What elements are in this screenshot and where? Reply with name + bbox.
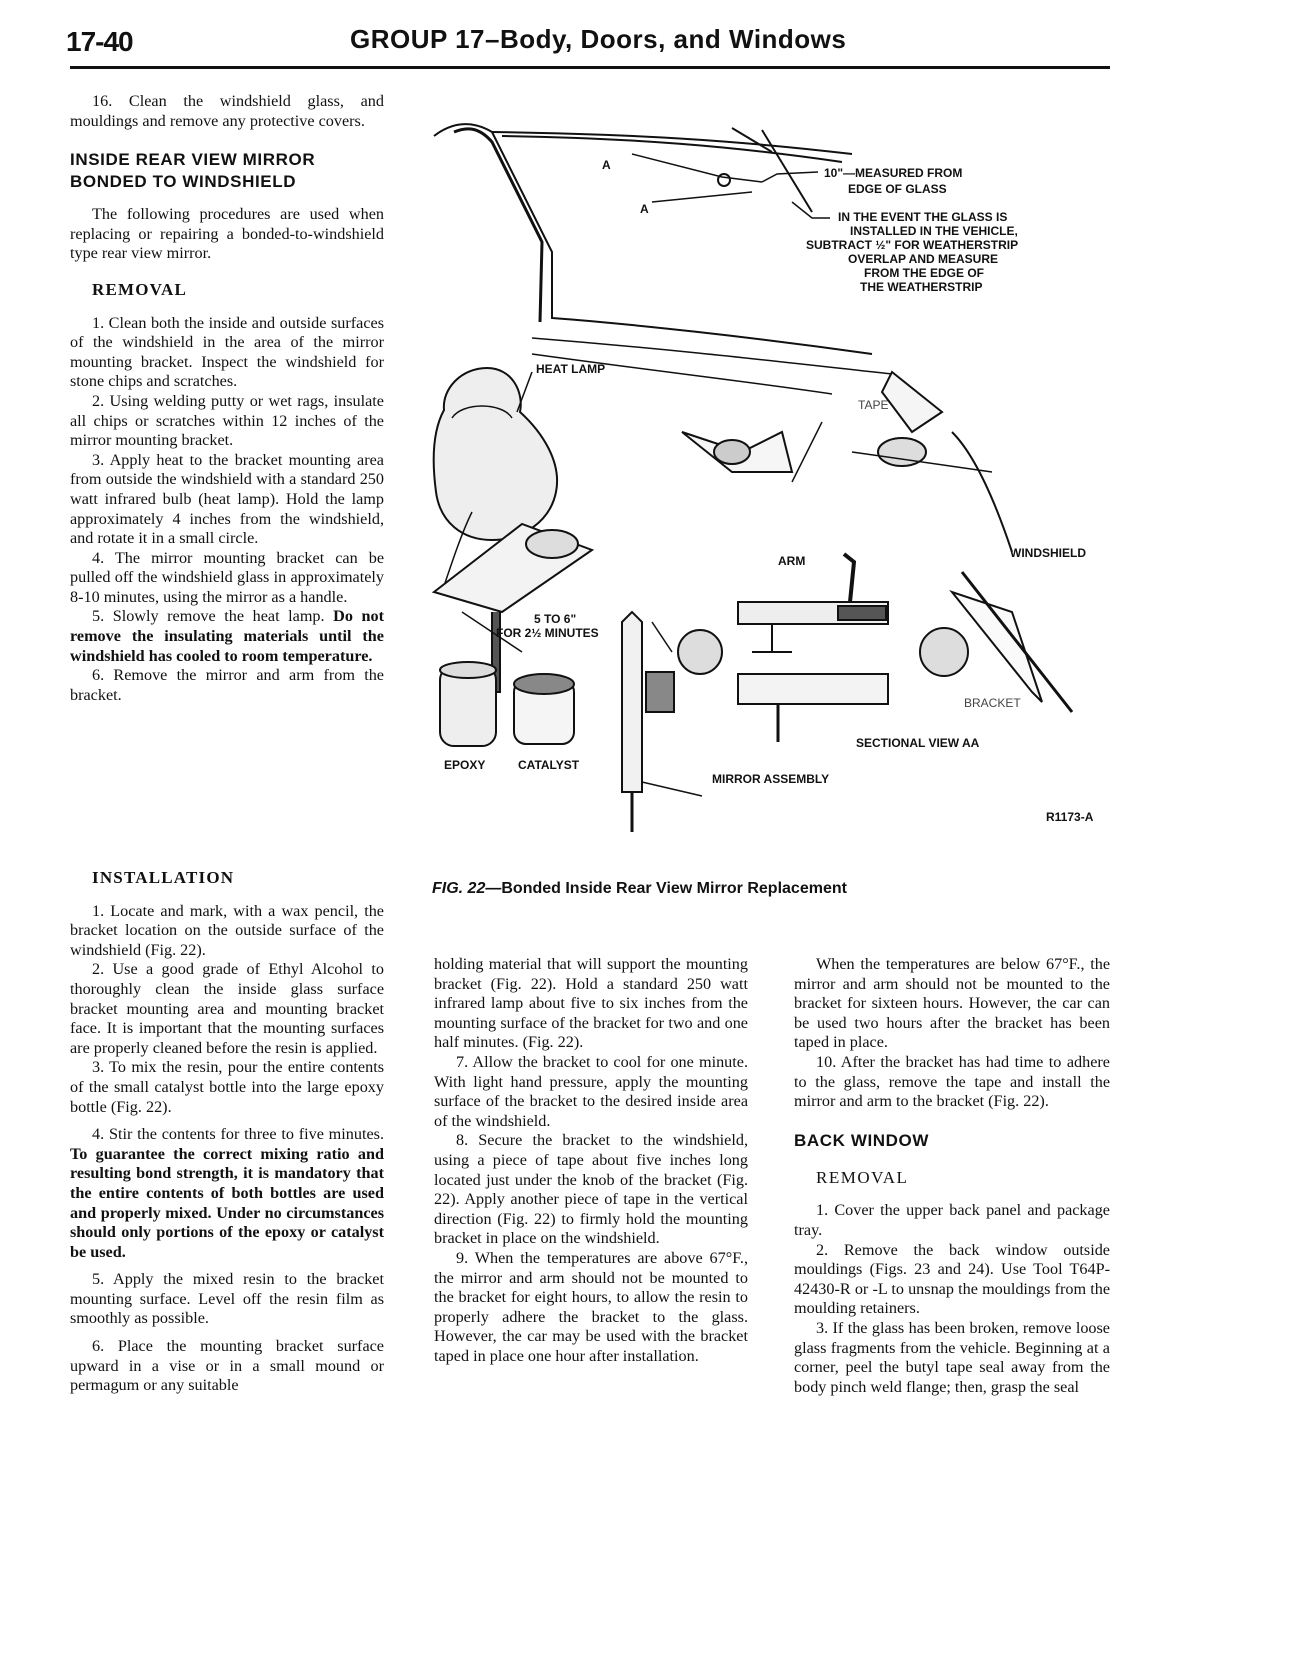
weatherstrip-note-2: INSTALLED IN THE VEHICLE, bbox=[850, 224, 1018, 238]
removal-heading: REMOVAL bbox=[92, 279, 187, 299]
figure-22 bbox=[432, 92, 1112, 872]
back-step-2: 2. Remove the back window outside mouldings (Figs. 23 and 24). Use Tool T64P-42430-R or -L to unsnap the mouldings from the moulding retainers. bbox=[794, 1240, 1110, 1318]
caption-text: Bonded Inside Rear View Mirror Replacement bbox=[501, 880, 847, 897]
header-rule bbox=[70, 66, 1110, 69]
windshield-label: WINDSHIELD bbox=[1010, 546, 1086, 560]
sectional-view-label: SECTIONAL VIEW AA bbox=[856, 736, 980, 750]
heat-lamp-label: HEAT LAMP bbox=[536, 362, 606, 376]
install-step-10: 10. After the bracket has had time to adhere to the glass, remove the tape and install the mirror and arm to the bracket (Fig. 22). bbox=[794, 1052, 1110, 1111]
page-header bbox=[66, 22, 1116, 62]
weatherstrip-note-4: OVERLAP AND MEASURE bbox=[848, 252, 999, 266]
install-step-5: 5. Apply the mixed resin to the bracket mounting surface. Level off the resin film as smoothly as possible. bbox=[70, 1270, 384, 1328]
removal-step-4: 4. The mirror mounting bracket can be pulled off the windshield glass in approximately 8-10 minutes, using the mirror as a handle. bbox=[70, 548, 384, 606]
caption-prefix: FIG. 22— bbox=[432, 880, 502, 897]
measure-note-line-1: 10"—MEASURED FROM bbox=[824, 166, 963, 180]
weatherstrip-note-1: IN THE EVENT THE GLASS IS bbox=[838, 210, 1008, 224]
install-step-6-continued: holding material that will support the mounting bracket (Fig. 22). Hold a standard 250 watt infrared lamp about five to six inches from the mounting surface of the bracket for two and one half minutes. (Fig. 22). bbox=[434, 955, 748, 1052]
install-step-3: 3. To mix the resin, pour the entire contents of the small catalyst bottle into the large epoxy bottle (Fig. 22). bbox=[70, 1058, 384, 1116]
back-step-3: 3. If the glass has been broken, remove loose glass fragments from the vehicle. Beginning at a corner, peel the butyl tape seal away from the body pinch weld flange; then, grasp the seal bbox=[794, 1318, 1110, 1396]
removal-step-1: 1. Clean both the inside and outside surfaces of the windshield in the area of the mirror mounting bracket. Inspect the windshield for stone chips and scratches. bbox=[70, 313, 384, 391]
removal-step-5-warning: Do not remove the insulating materials until the windshield has cooled to room temperature. bbox=[70, 607, 384, 665]
low-temperature-note: When the temperatures are below 67°F., the mirror and arm should not be mounted to the bracket for sixteen hours. However, the car can be used two hours after the bracket has been taped in place. bbox=[794, 955, 1110, 1052]
mirror-intro: The following procedures are used when replacing or repairing a bonded-to-windshield type rear view mirror. bbox=[70, 205, 384, 263]
install-step-4 bbox=[70, 1125, 384, 1262]
install-step-2: 2. Use a good grade of Ethyl Alcohol to thoroughly clean the inside glass surface bracket mounting area and mounting bracket face. It is important that the mounting surfaces are properly cleaned before the resin is applied. bbox=[70, 960, 384, 1057]
mirror-replacement-illustration bbox=[432, 92, 1112, 872]
removal-step-5-text: 5. Slowly remove the heat lamp. bbox=[92, 607, 325, 626]
label-section-a-top: A bbox=[602, 158, 611, 172]
mirror-assembly-label: MIRROR ASSEMBLY bbox=[712, 772, 830, 786]
install-step-4-text: 4. Stir the contents for three to five minutes. bbox=[92, 1125, 384, 1144]
removal-step-6: 6. Remove the mirror and arm from the bracket. bbox=[70, 666, 384, 704]
installation-heading: INSTALLATION bbox=[92, 868, 235, 887]
install-step-8: 8. Secure the bracket to the windshield, using a piece of tape about five inches long located just under the knob of the bracket (Fig. 22). Apply another piece of tape in the vertical direction (Fig. 22) to firmly hold the mounting bracket in place on the windshield. bbox=[434, 1131, 748, 1248]
column-right bbox=[794, 955, 1110, 1397]
column-left-lower bbox=[70, 868, 384, 1396]
weatherstrip-note-3: SUBTRACT ½" FOR WEATHERSTRIP bbox=[806, 238, 1019, 252]
removal-step-3: 3. Apply heat to the bracket mounting area from outside the windshield with a standard 250 watt infrared bulb (heat lamp). Hold the lamp approximately 4 inches from the windshield, and rotate it in a small circle. bbox=[70, 450, 384, 548]
install-step-9: 9. When the temperatures are above 67°F., the mirror and arm should not be mounted to the bracket for eight hours, to allow the resin to properly adhere the bracket to the glass. However, the car may be used with the bracket taped in place one hour after installation. bbox=[434, 1248, 748, 1365]
distance-label-line-1: 5 TO 6" bbox=[534, 612, 577, 626]
page-number: 17-40 bbox=[66, 26, 133, 57]
removal-step-2: 2. Using welding putty or wet rags, insulate all chips or scratches within 12 inches of the mirror mounting bracket. bbox=[70, 391, 384, 450]
figure-caption bbox=[432, 880, 847, 898]
back-window-removal-heading: REMOVAL bbox=[816, 1167, 909, 1187]
install-step-4-warning: To guarantee the correct mixing ratio and resulting bond strength, it is mandatory that the entire contents of both bottles are used and properly mixed. Under no circumstances should only portions of the epoxy or catalyst be used. bbox=[70, 1144, 384, 1261]
weatherstrip-note-6: THE WEATHERSTRIP bbox=[860, 280, 983, 294]
label-section-a-bottom: A bbox=[640, 202, 649, 216]
mirror-section-heading: INSIDE REAR VIEW MIRROR BONDED TO WINDSHIELD bbox=[70, 150, 316, 192]
column-middle bbox=[434, 955, 748, 1366]
back-step-1: 1. Cover the upper back panel and package tray. bbox=[794, 1201, 1110, 1239]
back-window-heading: BACK WINDOW bbox=[794, 1130, 930, 1150]
tape-label: TAPE bbox=[858, 398, 889, 412]
figure-id: R1173-A bbox=[1046, 810, 1094, 824]
step-16: 16. Clean the windshield glass, and mouldings and remove any protective covers. bbox=[70, 92, 384, 130]
epoxy-label: EPOXY bbox=[444, 758, 486, 772]
catalyst-label: CATALYST bbox=[518, 758, 580, 772]
removal-step-5 bbox=[70, 607, 384, 666]
install-step-7: 7. Allow the bracket to cool for one minute. With light hand pressure, apply the mounting surface of the bracket to the desired inside area of the windshield. bbox=[434, 1052, 748, 1130]
group-title: GROUP 17–Body, Doors, and Windows bbox=[350, 24, 847, 54]
weatherstrip-note-5: FROM THE EDGE OF bbox=[864, 266, 984, 280]
bracket-label: BRACKET bbox=[964, 696, 1021, 710]
column-left-upper bbox=[70, 92, 384, 705]
arm-label: ARM bbox=[778, 554, 806, 568]
install-step-1: 1. Locate and mark, with a wax pencil, the bracket location on the outside surface of the windshield (Fig. 22). bbox=[70, 901, 384, 959]
distance-label-line-2: FOR 2½ MINUTES bbox=[496, 626, 599, 640]
measure-note-line-2: EDGE OF GLASS bbox=[848, 182, 947, 196]
install-step-6: 6. Place the mounting bracket surface upward in a vise or in a small mound or permagum or any suitable bbox=[70, 1337, 384, 1395]
